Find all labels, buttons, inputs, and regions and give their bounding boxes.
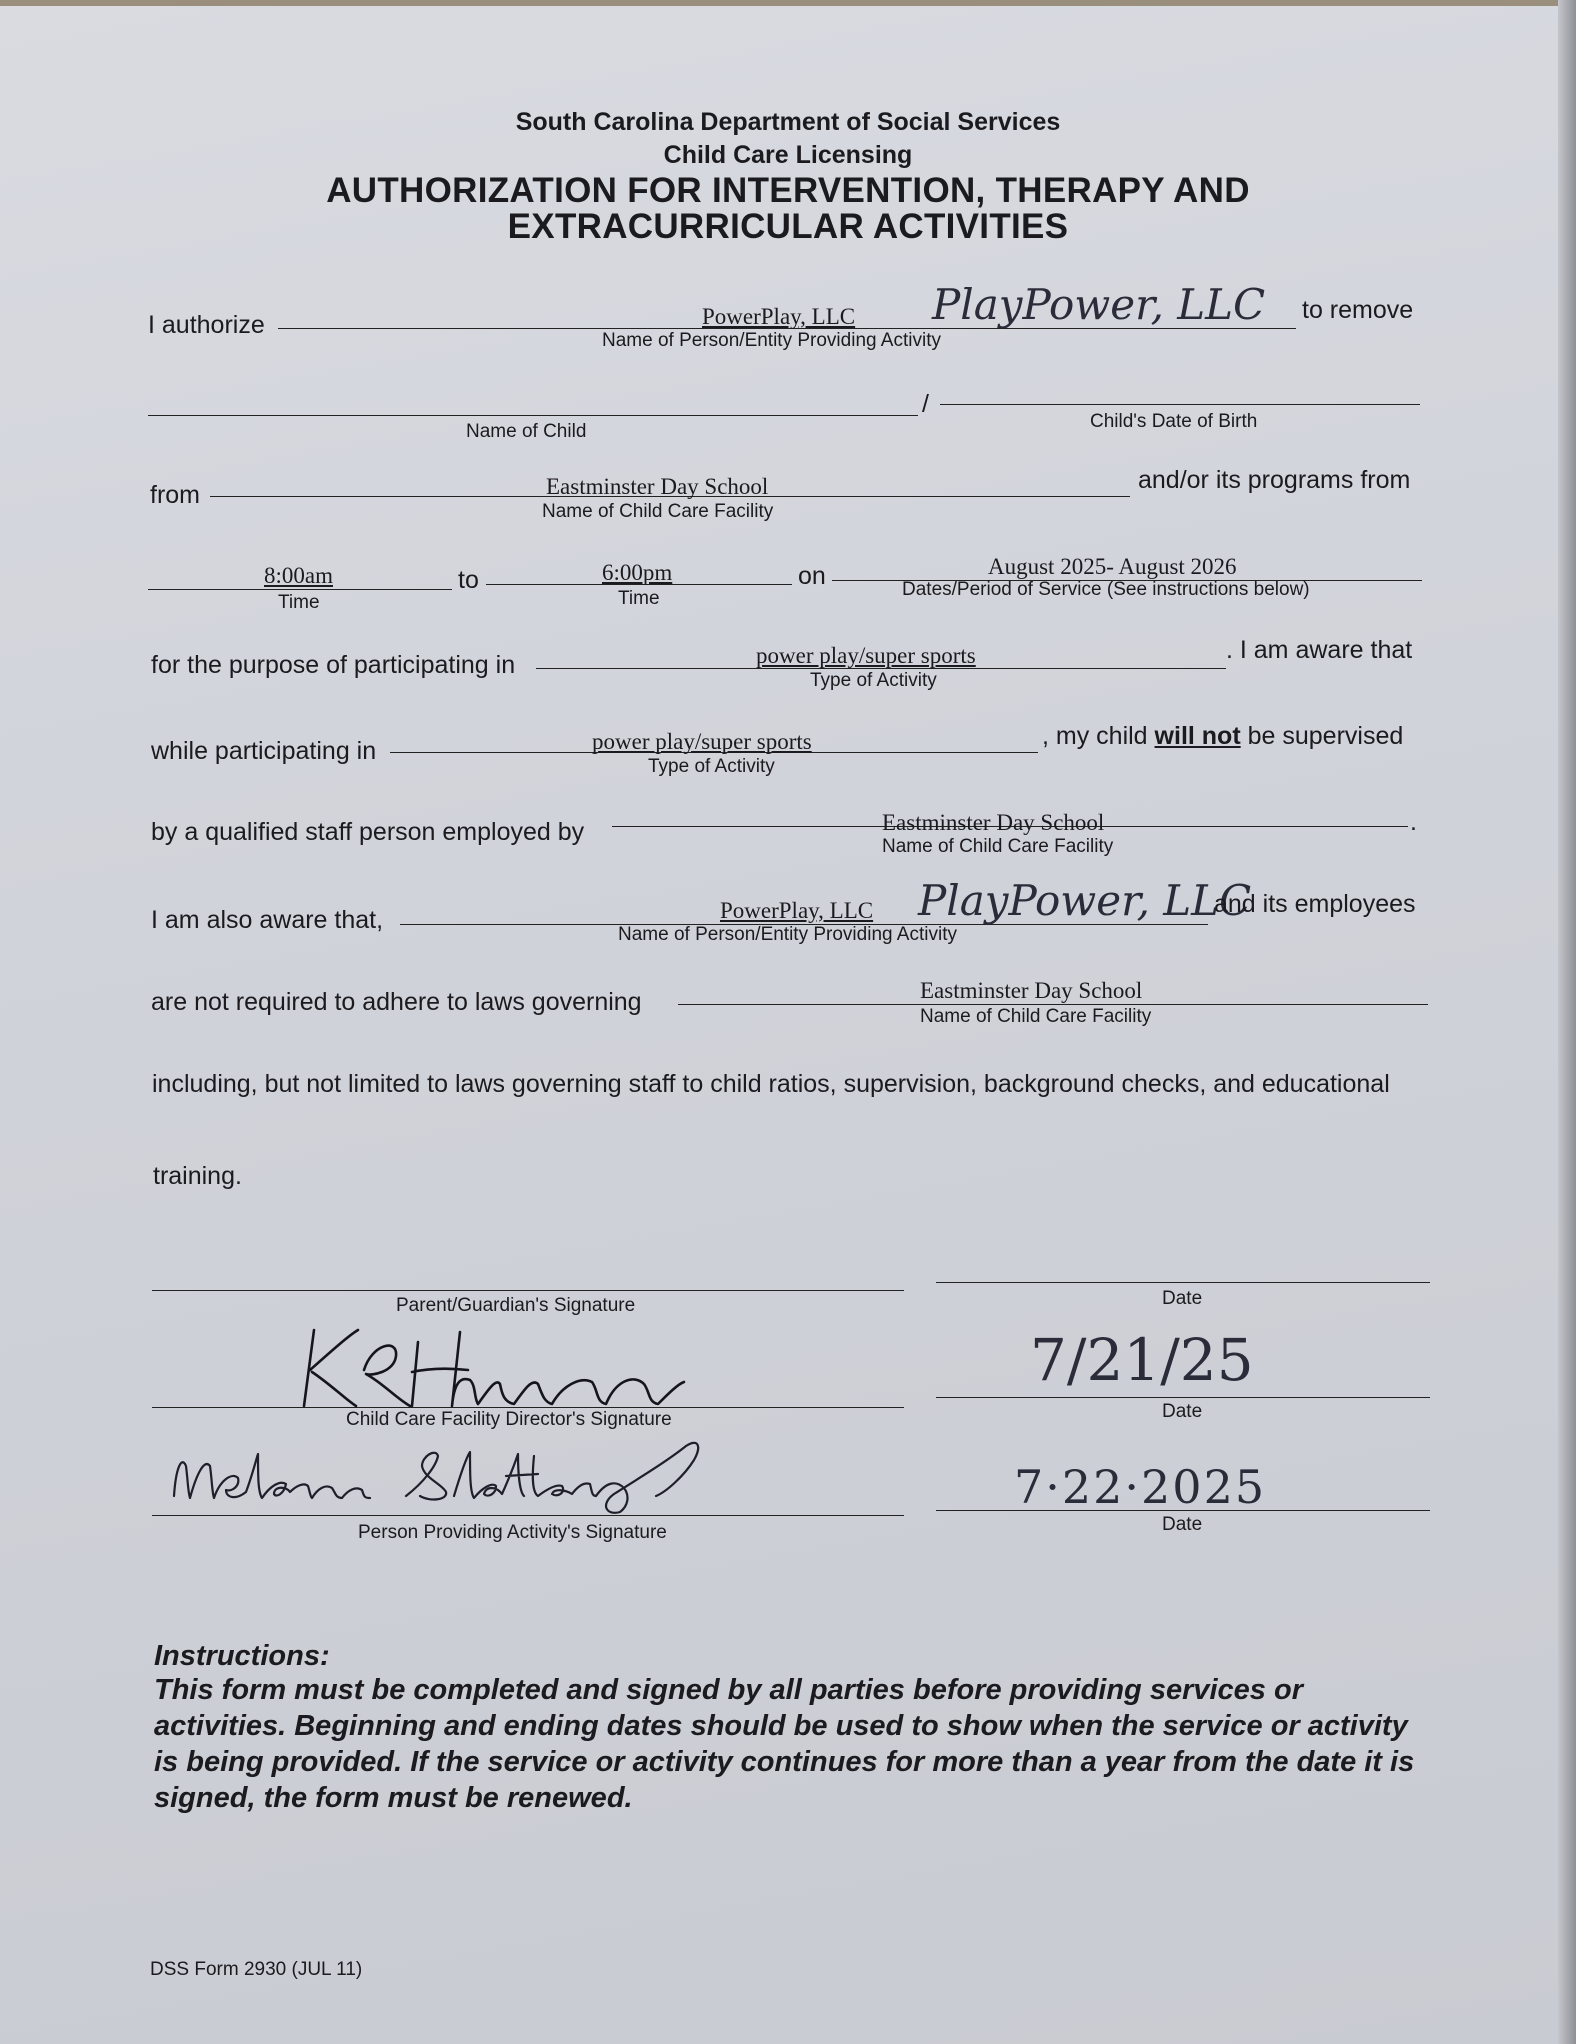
- facility-value-1: Eastminster Day School: [546, 474, 769, 499]
- provider-date-value: 7·22·2025: [1014, 1460, 1267, 1514]
- time-to-caption: Time: [618, 588, 660, 609]
- will-not-emphasis: will not: [1154, 722, 1241, 750]
- aware-that-label: . I am aware that: [1226, 636, 1413, 664]
- time-from-value: 8:00am: [264, 563, 333, 588]
- facility-value-2: Eastminster Day School: [882, 810, 1105, 835]
- to-label: to: [458, 566, 479, 594]
- director-date-line: [936, 1397, 1430, 1398]
- while-participating-label: while participating in: [151, 737, 377, 765]
- director-date-value: 7/21/25: [1030, 1326, 1254, 1394]
- facility-line-3: [678, 1004, 1428, 1005]
- authorize-label: I authorize: [148, 311, 265, 339]
- facility-caption-2: Name of Child Care Facility: [882, 836, 1114, 857]
- provider-signature: [166, 1436, 736, 1520]
- provider-signature-caption: Person Providing Activity's Signature: [358, 1522, 667, 1543]
- also-aware-label: I am also aware that,: [151, 906, 384, 934]
- facility-caption-3: Name of Child Care Facility: [920, 1006, 1152, 1027]
- activity-caption-2: Type of Activity: [648, 756, 775, 777]
- activity-value-2: power play/super sports: [592, 729, 812, 754]
- laws-statement: including, but not limited to laws governing staff to child ratios, supervision, background checks, and educational: [152, 1070, 1390, 1098]
- from-label: from: [150, 481, 200, 509]
- child-dob-caption: Child's Date of Birth: [1090, 411, 1258, 432]
- provider-caption-2: Name of Person/Entity Providing Activity: [618, 924, 957, 945]
- form-title-line2: EXTRACURRICULAR ACTIVITIES: [507, 207, 1069, 246]
- facility-value-3: Eastminster Day School: [920, 978, 1143, 1003]
- service-dates-caption: Dates/Period of Service (See instructions below): [902, 579, 1310, 600]
- division-name: Child Care Licensing: [663, 141, 913, 169]
- parent-signature-line: [152, 1290, 904, 1291]
- on-label: on: [798, 562, 826, 590]
- provider-name-handwritten: PlayPower, LLC: [932, 280, 1266, 329]
- and-programs-label: and/or its programs from: [1138, 466, 1411, 494]
- director-signature: [300, 1324, 690, 1412]
- not-required-label: are not required to adhere to laws governing: [151, 988, 642, 1016]
- director-date-caption: Date: [1162, 1401, 1203, 1422]
- employed-by-label: by a qualified staff person employed by: [151, 818, 585, 846]
- service-dates-value: August 2025- August 2026: [988, 554, 1237, 579]
- and-employees-label: and its employees: [1214, 890, 1416, 918]
- time-to-value: 6:00pm: [602, 560, 673, 585]
- time-from-caption: Time: [278, 592, 320, 613]
- purpose-label: for the purpose of participating in: [151, 651, 516, 679]
- provider-typed-2: PowerPlay, LLC: [720, 898, 874, 923]
- facility-caption-1: Name of Child Care Facility: [542, 501, 774, 522]
- period-mark: .: [1410, 808, 1417, 836]
- page-right-edge: [1558, 0, 1576, 2044]
- supervision-statement: [1042, 722, 1403, 751]
- provider-name-caption: Name of Person/Entity Providing Activity: [602, 330, 941, 351]
- parent-date-caption: Date: [1162, 1288, 1203, 1309]
- form-number: DSS Form 2930 (JUL 11): [150, 1959, 363, 1980]
- director-signature-caption: Child Care Facility Director's Signature: [346, 1409, 672, 1430]
- parent-signature-caption: Parent/Guardian's Signature: [396, 1295, 636, 1316]
- laws-statement-end: training.: [153, 1162, 242, 1190]
- provider-name-typed: PowerPlay, LLC: [702, 304, 856, 329]
- provider-date-caption: Date: [1162, 1514, 1203, 1535]
- child-name-caption: Name of Child: [466, 421, 587, 442]
- activity-caption-1: Type of Activity: [810, 670, 937, 691]
- my-child-text: , my child: [1042, 722, 1148, 750]
- dob-separator: /: [922, 390, 929, 418]
- agency-name: South Carolina Department of Social Services: [515, 108, 1061, 136]
- page-top-edge: [0, 0, 1576, 6]
- instructions-text: This form must be completed and signed by all parties before providing services or activities. Beginning and ending dates should be used to show when the service or activity is being provided. If the service or activity continues for more than a year from the date it is signed, the form must be renewed.: [154, 1674, 1415, 1814]
- to-remove-label: to remove: [1302, 296, 1414, 324]
- activity-value-1: power play/super sports: [756, 643, 976, 668]
- be-supervised-text: be supervised: [1247, 722, 1404, 750]
- child-dob-line: [940, 404, 1420, 405]
- child-name-line: [148, 415, 918, 416]
- form-title-line1: AUTHORIZATION FOR INTERVENTION, THERAPY AND: [326, 171, 1250, 210]
- instructions-heading: Instructions:: [154, 1640, 330, 1672]
- time-from-line: [148, 589, 452, 590]
- provider-handwritten-2: PlayPower, LLC: [918, 876, 1252, 925]
- parent-date-line: [936, 1282, 1430, 1283]
